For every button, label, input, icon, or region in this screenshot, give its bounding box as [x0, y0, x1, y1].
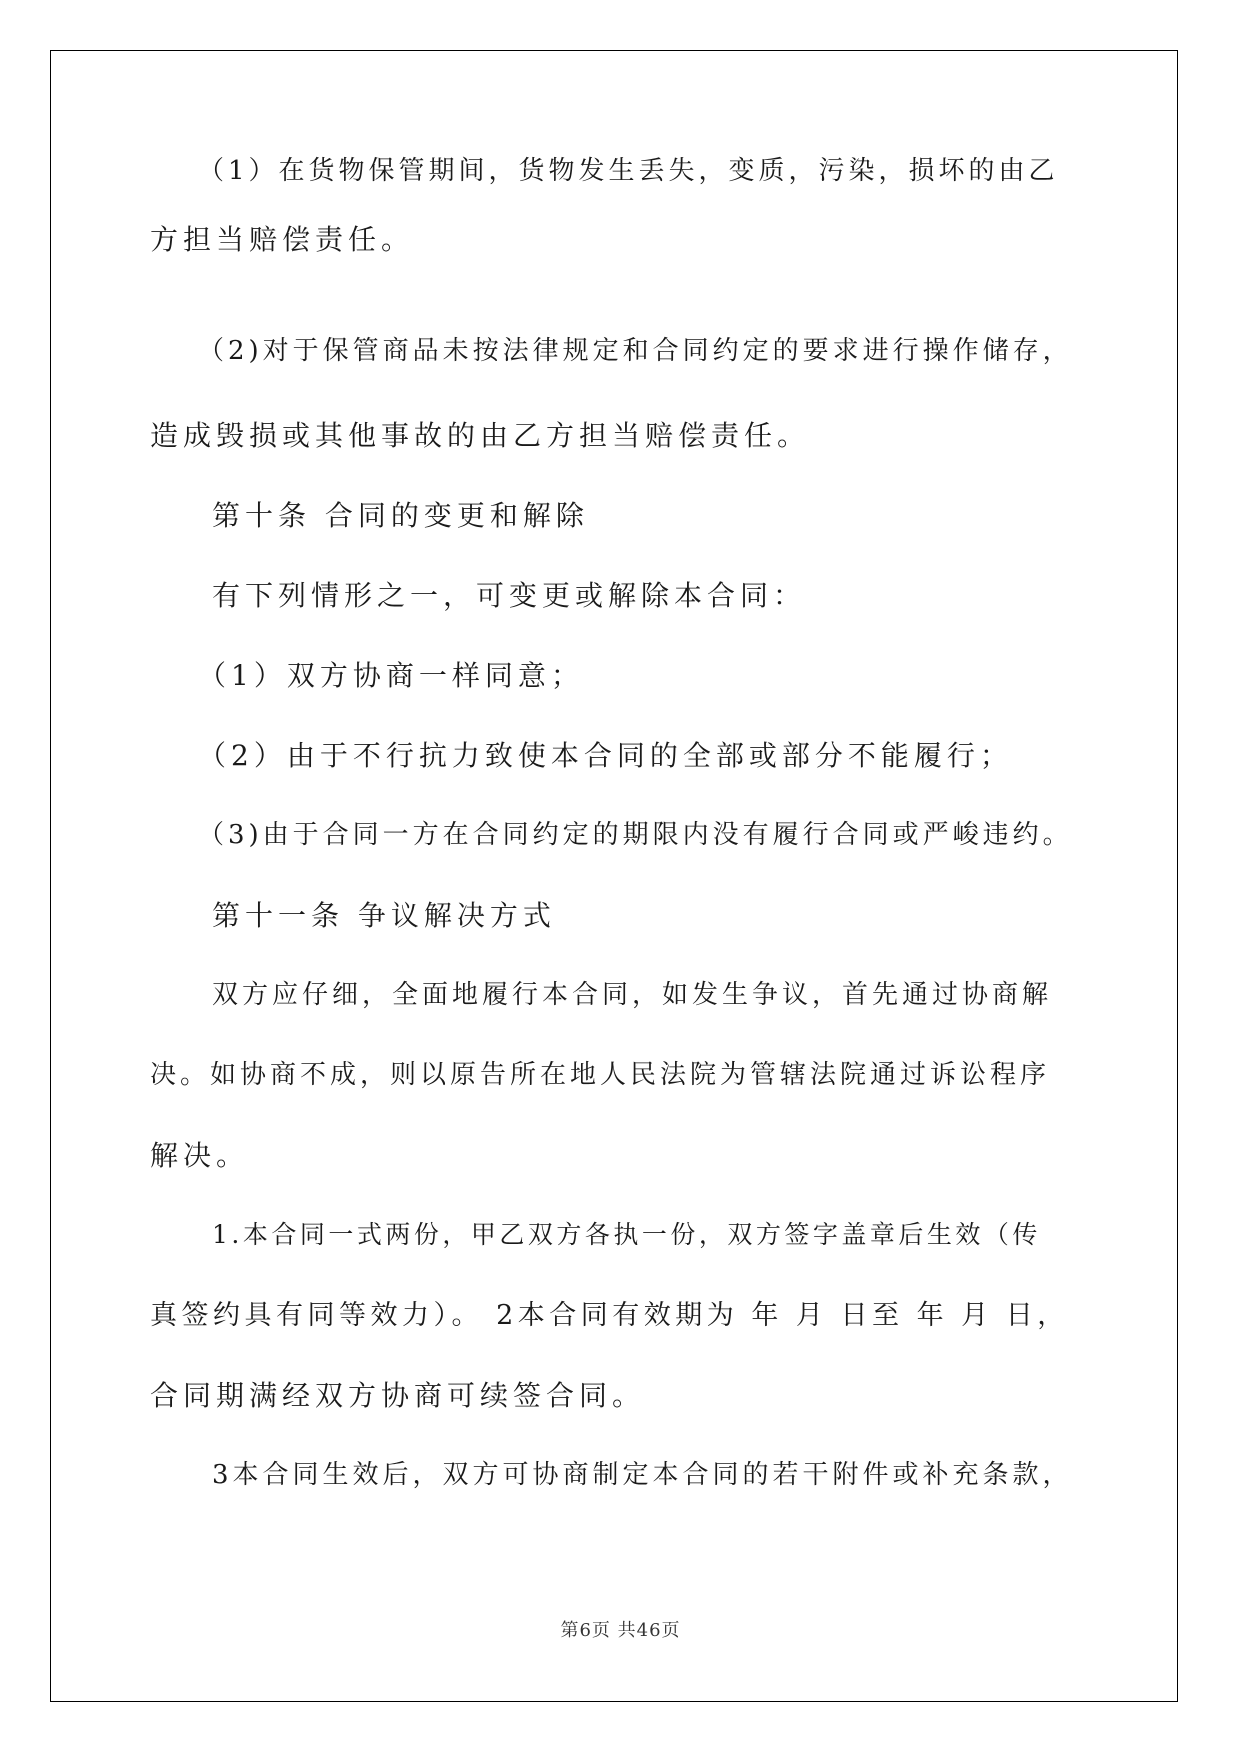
page-number-footer: 第6页 共46页: [560, 1620, 681, 1641]
paragraph-line: 合同期满经双方协商可续签合同。: [150, 1379, 646, 1412]
paragraph-line: 双方应仔细，全面地履行本合同，如发生争议，首先通过协商解: [212, 980, 1053, 1010]
paragraph-line: 决。如协商不成，则以原告所在地人民法院为管辖法院通过诉讼程序: [150, 1060, 1051, 1090]
paragraph-line: 造成毁损或其他事故的由乙方担当赔偿责任。: [150, 419, 811, 452]
paragraph-line: 3本合同生效后，双方可协商制定本合同的若干附件或补充条款，: [212, 1460, 1073, 1490]
paragraph-line: 真签约具有同等效力）。 2本合同有效期为 年 月 日至 年 月 日，: [150, 1300, 1069, 1331]
paragraph-line: 1.本合同一式两份，甲乙双方各执一份，双方签字盖章后生效（传: [212, 1220, 1041, 1249]
list-item: （1）双方协商一样同意；: [198, 659, 584, 692]
paragraph-line: 解决。: [150, 1139, 250, 1172]
paragraph-line: （1）在货物保管期间，货物发生丢失，变质，污染，损坏的由乙: [198, 156, 1059, 186]
page-border: [50, 50, 1178, 1702]
section-heading: 第十条 合同的变更和解除: [212, 499, 589, 532]
section-heading: 第十一条 争议解决方式: [212, 899, 556, 932]
paragraph-line: （2)对于保管商品未按法律规定和合同约定的要求进行操作储存，: [198, 336, 1073, 366]
paragraph-line: 有下列情形之一，可变更或解除本合同：: [212, 579, 807, 612]
list-item: （3)由于合同一方在合同约定的期限内没有履行合同或严峻违约。: [198, 820, 1073, 850]
list-item: （2）由于不行抗力致使本合同的全部或部分不能履行；: [198, 739, 1013, 772]
paragraph-line: 方担当赔偿责任。: [150, 223, 415, 256]
